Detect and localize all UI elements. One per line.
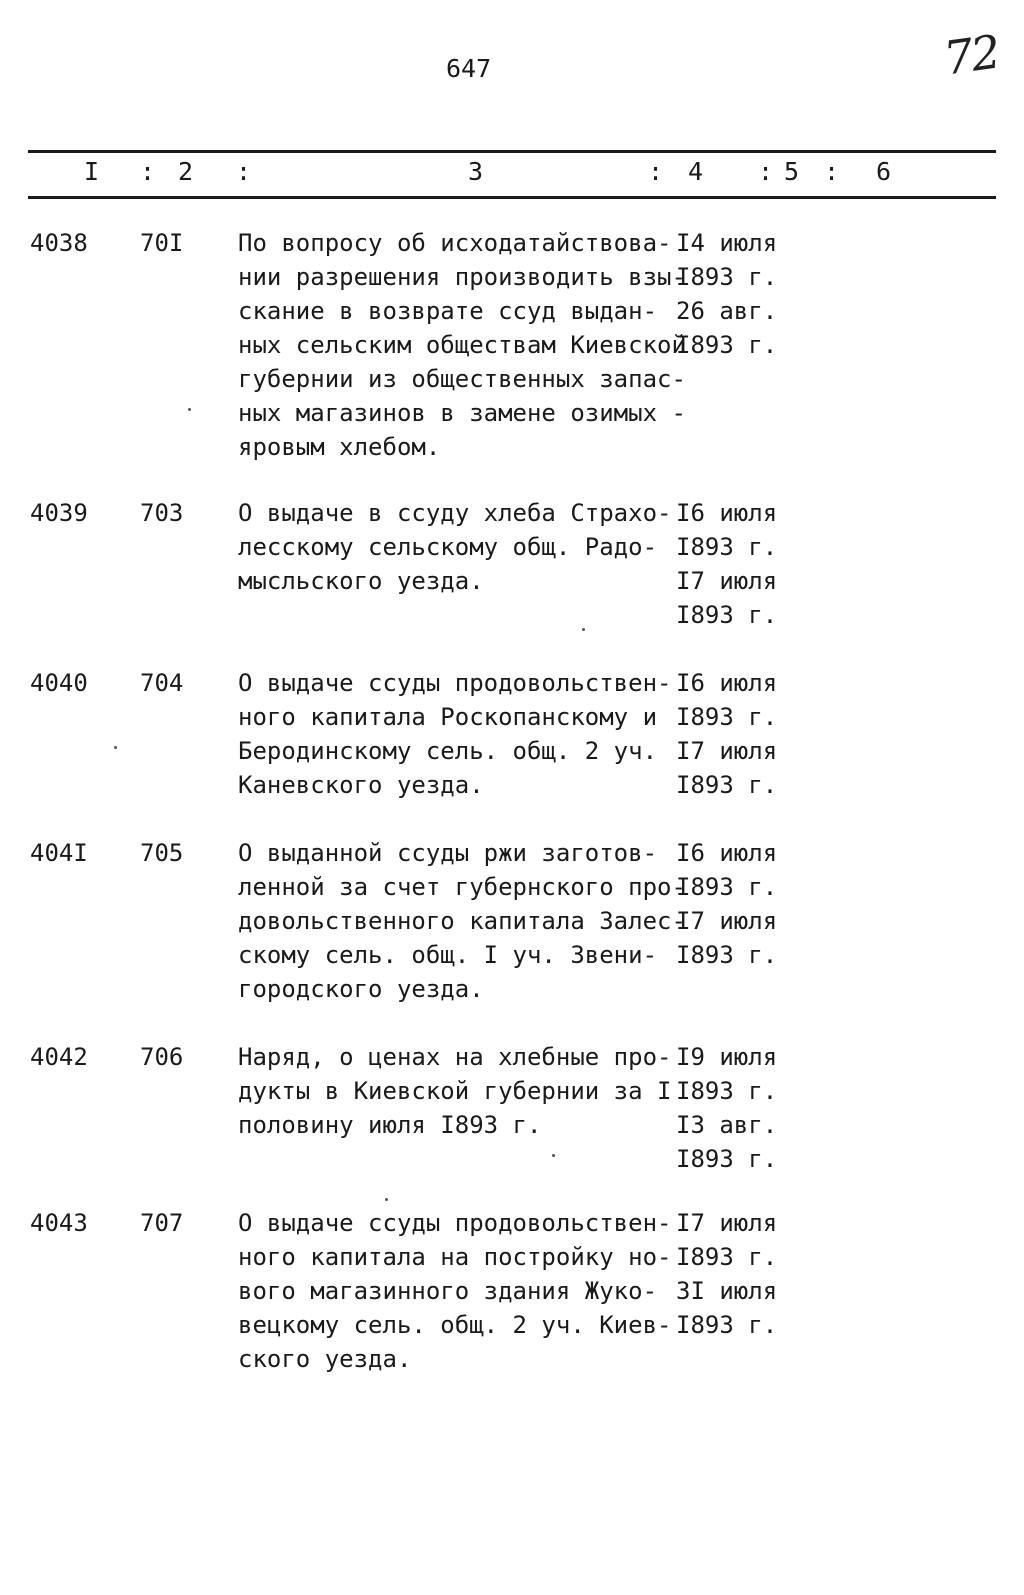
case-number: 706 xyxy=(140,1043,184,1071)
date-line: I7 июля xyxy=(676,907,778,935)
scan-speck xyxy=(188,408,191,411)
date-line: I893 г. xyxy=(676,533,778,561)
record-description xyxy=(238,496,671,598)
description-line: ленной за счет губернского про- xyxy=(238,873,686,901)
date-line: I7 июля xyxy=(676,737,778,765)
date-line: I9 июля xyxy=(676,1043,778,1071)
record-dates xyxy=(676,226,777,362)
case-number: 707 xyxy=(140,1209,184,1237)
description-line: Каневского уезда. xyxy=(238,771,484,799)
description-line: По вопросу об исходатайствова- xyxy=(238,229,672,257)
record-number: 4042 xyxy=(30,1043,88,1071)
date-line: I7 июля xyxy=(676,567,778,595)
column-separator: : xyxy=(758,157,774,186)
record-number: 4039 xyxy=(30,499,88,527)
date-line: I893 г. xyxy=(676,703,778,731)
description-line: губернии из общественных запас- xyxy=(238,365,686,393)
description-line: дукты в Киевской губернии за I xyxy=(238,1077,672,1105)
date-line: I893 г. xyxy=(676,771,778,799)
record-dates xyxy=(676,1040,777,1176)
header-rule-top xyxy=(28,150,996,153)
record-description xyxy=(238,836,686,1006)
case-number: 704 xyxy=(140,669,184,697)
column-separator: : xyxy=(648,157,664,186)
handwritten-folio-number: 72 xyxy=(940,24,1003,86)
column-header-4: 4 xyxy=(688,157,704,186)
scan-speck xyxy=(385,1198,388,1201)
description-line: половину июля I893 г. xyxy=(238,1111,542,1139)
date-line: I893 г. xyxy=(676,1077,778,1105)
date-line: 3I июля xyxy=(676,1277,778,1305)
description-line: ного капитала на постройку но- xyxy=(238,1243,672,1271)
header-rule-bottom xyxy=(28,196,996,199)
column-separator: : xyxy=(236,157,252,186)
scan-speck xyxy=(114,746,117,749)
date-line: I6 июля xyxy=(676,839,778,867)
case-number: 70I xyxy=(140,229,184,257)
description-line: Наряд, о ценах на хлебные про- xyxy=(238,1043,672,1071)
description-line: Беродинскому сель. общ. 2 уч. xyxy=(238,737,658,765)
description-line: довольственного капитала Залес- xyxy=(238,907,686,935)
date-line: I893 г. xyxy=(676,331,778,359)
description-line: мысльского уезда. xyxy=(238,567,484,595)
description-line: яровым хлебом. xyxy=(238,433,441,461)
description-line: О выданной ссуды ржи заготов- xyxy=(238,839,658,867)
record-dates xyxy=(676,496,777,632)
column-separator: : xyxy=(140,157,156,186)
record-number: 4040 xyxy=(30,669,88,697)
date-line: I893 г. xyxy=(676,941,778,969)
column-header-2: 2 xyxy=(178,157,194,186)
description-line: лесскому сельскому общ. Радо- xyxy=(238,533,658,561)
description-line: вого магазинного здания Жуко- xyxy=(238,1277,658,1305)
case-number: 703 xyxy=(140,499,184,527)
date-line: I893 г. xyxy=(676,1311,778,1339)
description-line: городского уезда. xyxy=(238,975,484,1003)
record-dates xyxy=(676,1206,777,1342)
scan-speck xyxy=(582,628,585,631)
record-number: 404I xyxy=(30,839,88,867)
description-line: О выдаче ссуды продовольствен- xyxy=(238,669,672,697)
date-line: I3 авг. xyxy=(676,1111,778,1139)
description-line: вецкому сель. общ. 2 уч. Киев- xyxy=(238,1311,672,1339)
record-dates xyxy=(676,666,777,802)
description-line: ных магазинов в замене озимых - xyxy=(238,399,686,427)
record-description xyxy=(238,1206,671,1376)
page-number: 647 xyxy=(446,54,492,83)
description-line: скание в возврате ссуд выдан- xyxy=(238,297,658,325)
date-line: 26 авг. xyxy=(676,297,778,325)
date-line: I893 г. xyxy=(676,1243,778,1271)
date-line: I893 г. xyxy=(676,1145,778,1173)
description-line: ского уезда. xyxy=(238,1345,412,1373)
description-line: О выдаче в ссуду хлеба Страхо- xyxy=(238,499,672,527)
case-number: 705 xyxy=(140,839,184,867)
scan-speck xyxy=(552,1154,555,1157)
description-line: О выдаче ссуды продовольствен- xyxy=(238,1209,672,1237)
date-line: I6 июля xyxy=(676,669,778,697)
record-dates xyxy=(676,836,777,972)
column-header-6: 6 xyxy=(876,157,892,186)
date-line: I6 июля xyxy=(676,499,778,527)
date-line: I893 г. xyxy=(676,873,778,901)
record-description xyxy=(238,666,671,802)
description-line: скому сель. общ. I уч. Звени- xyxy=(238,941,658,969)
column-header-5: 5 xyxy=(784,157,800,186)
date-line: I893 г. xyxy=(676,263,778,291)
description-line: нии разрешения производить взы- xyxy=(238,263,686,291)
date-line: I893 г. xyxy=(676,601,778,629)
record-number: 4043 xyxy=(30,1209,88,1237)
record-description xyxy=(238,226,686,464)
date-line: I4 июля xyxy=(676,229,778,257)
record-description xyxy=(238,1040,671,1142)
column-header-3: 3 xyxy=(468,157,484,186)
date-line: I7 июля xyxy=(676,1209,778,1237)
column-separator: : xyxy=(824,157,840,186)
description-line: ных сельским обществам Киевской xyxy=(238,331,686,359)
record-number: 4038 xyxy=(30,229,88,257)
description-line: ного капитала Роскопанскому и xyxy=(238,703,658,731)
column-header-1: I xyxy=(84,157,100,186)
